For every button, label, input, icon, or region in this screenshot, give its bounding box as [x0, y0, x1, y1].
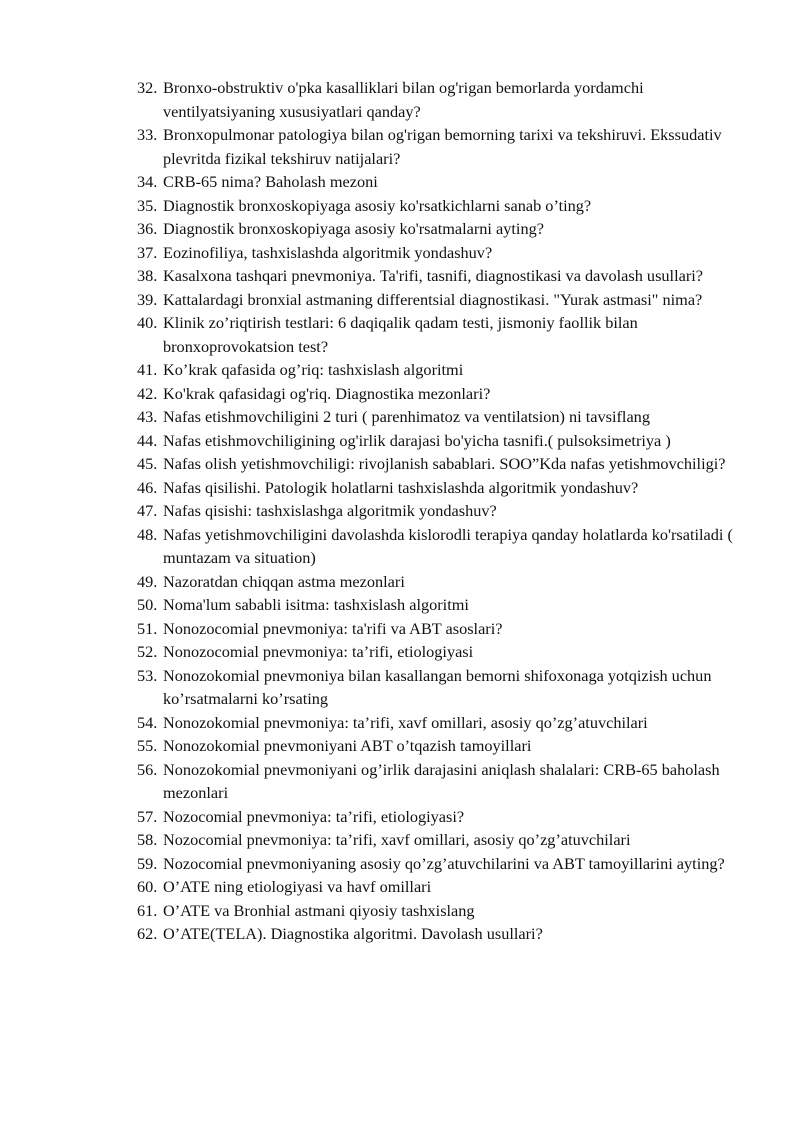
- item-number: 40.: [137, 313, 158, 332]
- item-text: O’ATE(TELA). Diagnostika algoritmi. Davolash usullari?: [163, 924, 543, 943]
- item-number: 47.: [137, 501, 158, 520]
- item-text: Nafas qisilishi. Patologik holatlarni tashxislashda algoritmik yondashuv?: [163, 477, 639, 497]
- item-number: 35.: [137, 195, 158, 215]
- item-text: O’ATE va Bronhial astmani qiyosiy tashxislang: [163, 900, 475, 920]
- item-text: Nonozocomial pnevmoniya: ta’rifi, etiologiyasi: [163, 642, 474, 661]
- item-text: Nafas qisishi: tashxislashga algoritmik yondashuv?: [163, 501, 497, 520]
- list-item: [137, 76, 747, 123]
- list-item: [137, 899, 747, 923]
- item-number: 44.: [137, 430, 158, 450]
- item-text: Diagnostik bronxoskopiyaga asosiy ko'rsatkichlarni sanab o’ting?: [163, 195, 592, 215]
- list-item: [137, 123, 747, 170]
- item-number: 39.: [137, 289, 158, 309]
- list-item: [137, 311, 747, 358]
- list-item: [137, 499, 747, 523]
- item-text: Nonozocomial pnevmoniya: ta'rifi va ABT asoslari?: [163, 618, 503, 638]
- item-number: 49.: [137, 571, 158, 591]
- item-number: 60.: [137, 877, 158, 896]
- item-number: 53.: [137, 665, 158, 685]
- list-item: [137, 358, 747, 382]
- item-text: Nozocomial pnevmoniya: ta’rifi, etiologiyasi?: [163, 806, 465, 826]
- list-item: [137, 875, 747, 899]
- item-number: 36.: [137, 219, 158, 238]
- list-item: [137, 194, 747, 218]
- item-text: Ko'krak qafasidagi og'riq. Diagnostika mezonlari?: [163, 383, 491, 403]
- item-number: 46.: [137, 477, 158, 497]
- item-number: 58.: [137, 830, 158, 849]
- item-text: Nonozokomial pnevmoniyani ABT o’tqazish tamoyillari: [163, 736, 532, 755]
- item-text: Kattalardagi bronxial astmaning differentsial diagnostikasi. "Yurak astmasi" nima?: [163, 289, 703, 309]
- list-item: [137, 922, 747, 946]
- list-item: [137, 217, 747, 241]
- item-text: Nozocomial pnevmoniya: ta’rifi, xavf omillari, asosiy qo’zg’atuvchilari: [163, 830, 631, 849]
- list-item: [137, 288, 747, 312]
- item-number: 48.: [137, 524, 158, 544]
- list-item: [137, 617, 747, 641]
- list-item: [137, 405, 747, 429]
- item-text: Eozinofiliya, tashxislashda algoritmik yondashuv?: [163, 242, 493, 262]
- item-text: Nozocomial pnevmoniyaning asosiy qo’zg’atuvchilarini va ABT tamoyillarini ayting?: [163, 853, 725, 873]
- item-number: 62.: [137, 924, 158, 943]
- item-number: 57.: [137, 806, 158, 826]
- item-text: Diagnostik bronxoskopiyaga asosiy ko'rsatmalarni ayting?: [163, 219, 544, 238]
- list-item: [137, 170, 747, 194]
- item-number: 33.: [137, 125, 158, 144]
- list-item: [137, 452, 747, 476]
- item-text: Nonozokomial pnevmoniyani og’irlik darajasini aniqlash shalalari: CRB-65 baholash mezonlari: [163, 759, 720, 802]
- list-item: [137, 664, 747, 711]
- list-item: [137, 241, 747, 265]
- item-text: Noma'lum sababli isitma: tashxislash algoritmi: [163, 595, 469, 614]
- list-item: [137, 593, 747, 617]
- list-item: [137, 828, 747, 852]
- item-text: Nonozokomial pnevmoniya: ta’rifi, xavf omillari, asosiy qo’zg’atuvchilari: [163, 712, 648, 732]
- item-number: 52.: [137, 642, 158, 661]
- item-text: Bronxo-obstruktiv o'pka kasalliklari bilan og'rigan bemorlarda yordamchi ventilyatsiyaning xususiyatlari qanday?: [163, 78, 644, 121]
- item-text: Bronxopulmonar patologiya bilan og'rigan bemorning tarixi va tekshiruvi. Ekssudativ plevritda fizikal tekshiruv natijalari?: [163, 125, 722, 168]
- item-number: 32.: [137, 78, 158, 97]
- list-item: [137, 382, 747, 406]
- item-text: Nafas yetishmovchiligini davolashda kislorodli terapiya qanday holatlarda ko'rsatiladi ( muntazam va situation): [163, 524, 733, 567]
- question-list: [137, 76, 747, 946]
- item-number: 34.: [137, 172, 158, 191]
- item-number: 56.: [137, 759, 158, 779]
- item-number: 42.: [137, 383, 158, 403]
- list-item: [137, 805, 747, 829]
- list-item: [137, 476, 747, 500]
- list-item: [137, 523, 747, 570]
- list-item: [137, 852, 747, 876]
- item-text: Nafas etishmovchiligini 2 turi ( parenhimatoz va ventilatsion) ni tavsiflang: [163, 407, 650, 426]
- item-number: 41.: [137, 360, 158, 379]
- item-number: 59.: [137, 853, 158, 873]
- list-item: [137, 640, 747, 664]
- list-item: [137, 570, 747, 594]
- list-item: [137, 264, 747, 288]
- item-text: Nafas etishmovchiligining og'irlik darajasi bo'yicha tasnifi.( pulsoksimetriya ): [163, 430, 671, 450]
- list-item: [137, 711, 747, 735]
- item-text: Klinik zo’riqtirish testlari: 6 daqiqalik qadam testi, jismoniy faollik bilan bronxoprovokatsion test?: [163, 313, 638, 356]
- item-text: Nafas olish yetishmovchiligi: rivojlanish sabablari. SOO”Kda nafas yetishmovchiligi?: [163, 454, 726, 473]
- list-item: [137, 758, 747, 805]
- item-number: 43.: [137, 407, 158, 426]
- item-number: 54.: [137, 712, 158, 732]
- list-item: [137, 429, 747, 453]
- item-text: O’ATE ning etiologiyasi va havf omillari: [163, 877, 432, 896]
- item-number: 55.: [137, 736, 158, 755]
- item-number: 38.: [137, 266, 158, 285]
- item-text: Nazoratdan chiqqan astma mezonlari: [163, 571, 405, 591]
- item-number: 45.: [137, 454, 158, 473]
- item-text: Ko’krak qafasida og’riq: tashxislash algoritmi: [163, 360, 464, 379]
- item-text: Kasalxona tashqari pnevmoniya. Ta'rifi, tasnifi, diagnostikasi va davolash usullari?: [163, 266, 703, 285]
- item-number: 37.: [137, 242, 158, 262]
- list-item: [137, 734, 747, 758]
- item-number: 61.: [137, 900, 158, 920]
- item-text: CRB-65 nima? Baholash mezoni: [163, 172, 378, 191]
- item-number: 50.: [137, 595, 158, 614]
- item-text: Nonozokomial pnevmoniya bilan kasallangan bemorni shifoxonaga yotqizish uchun ko’rsatmalarni ko’rsating: [163, 665, 712, 708]
- item-number: 51.: [137, 618, 158, 638]
